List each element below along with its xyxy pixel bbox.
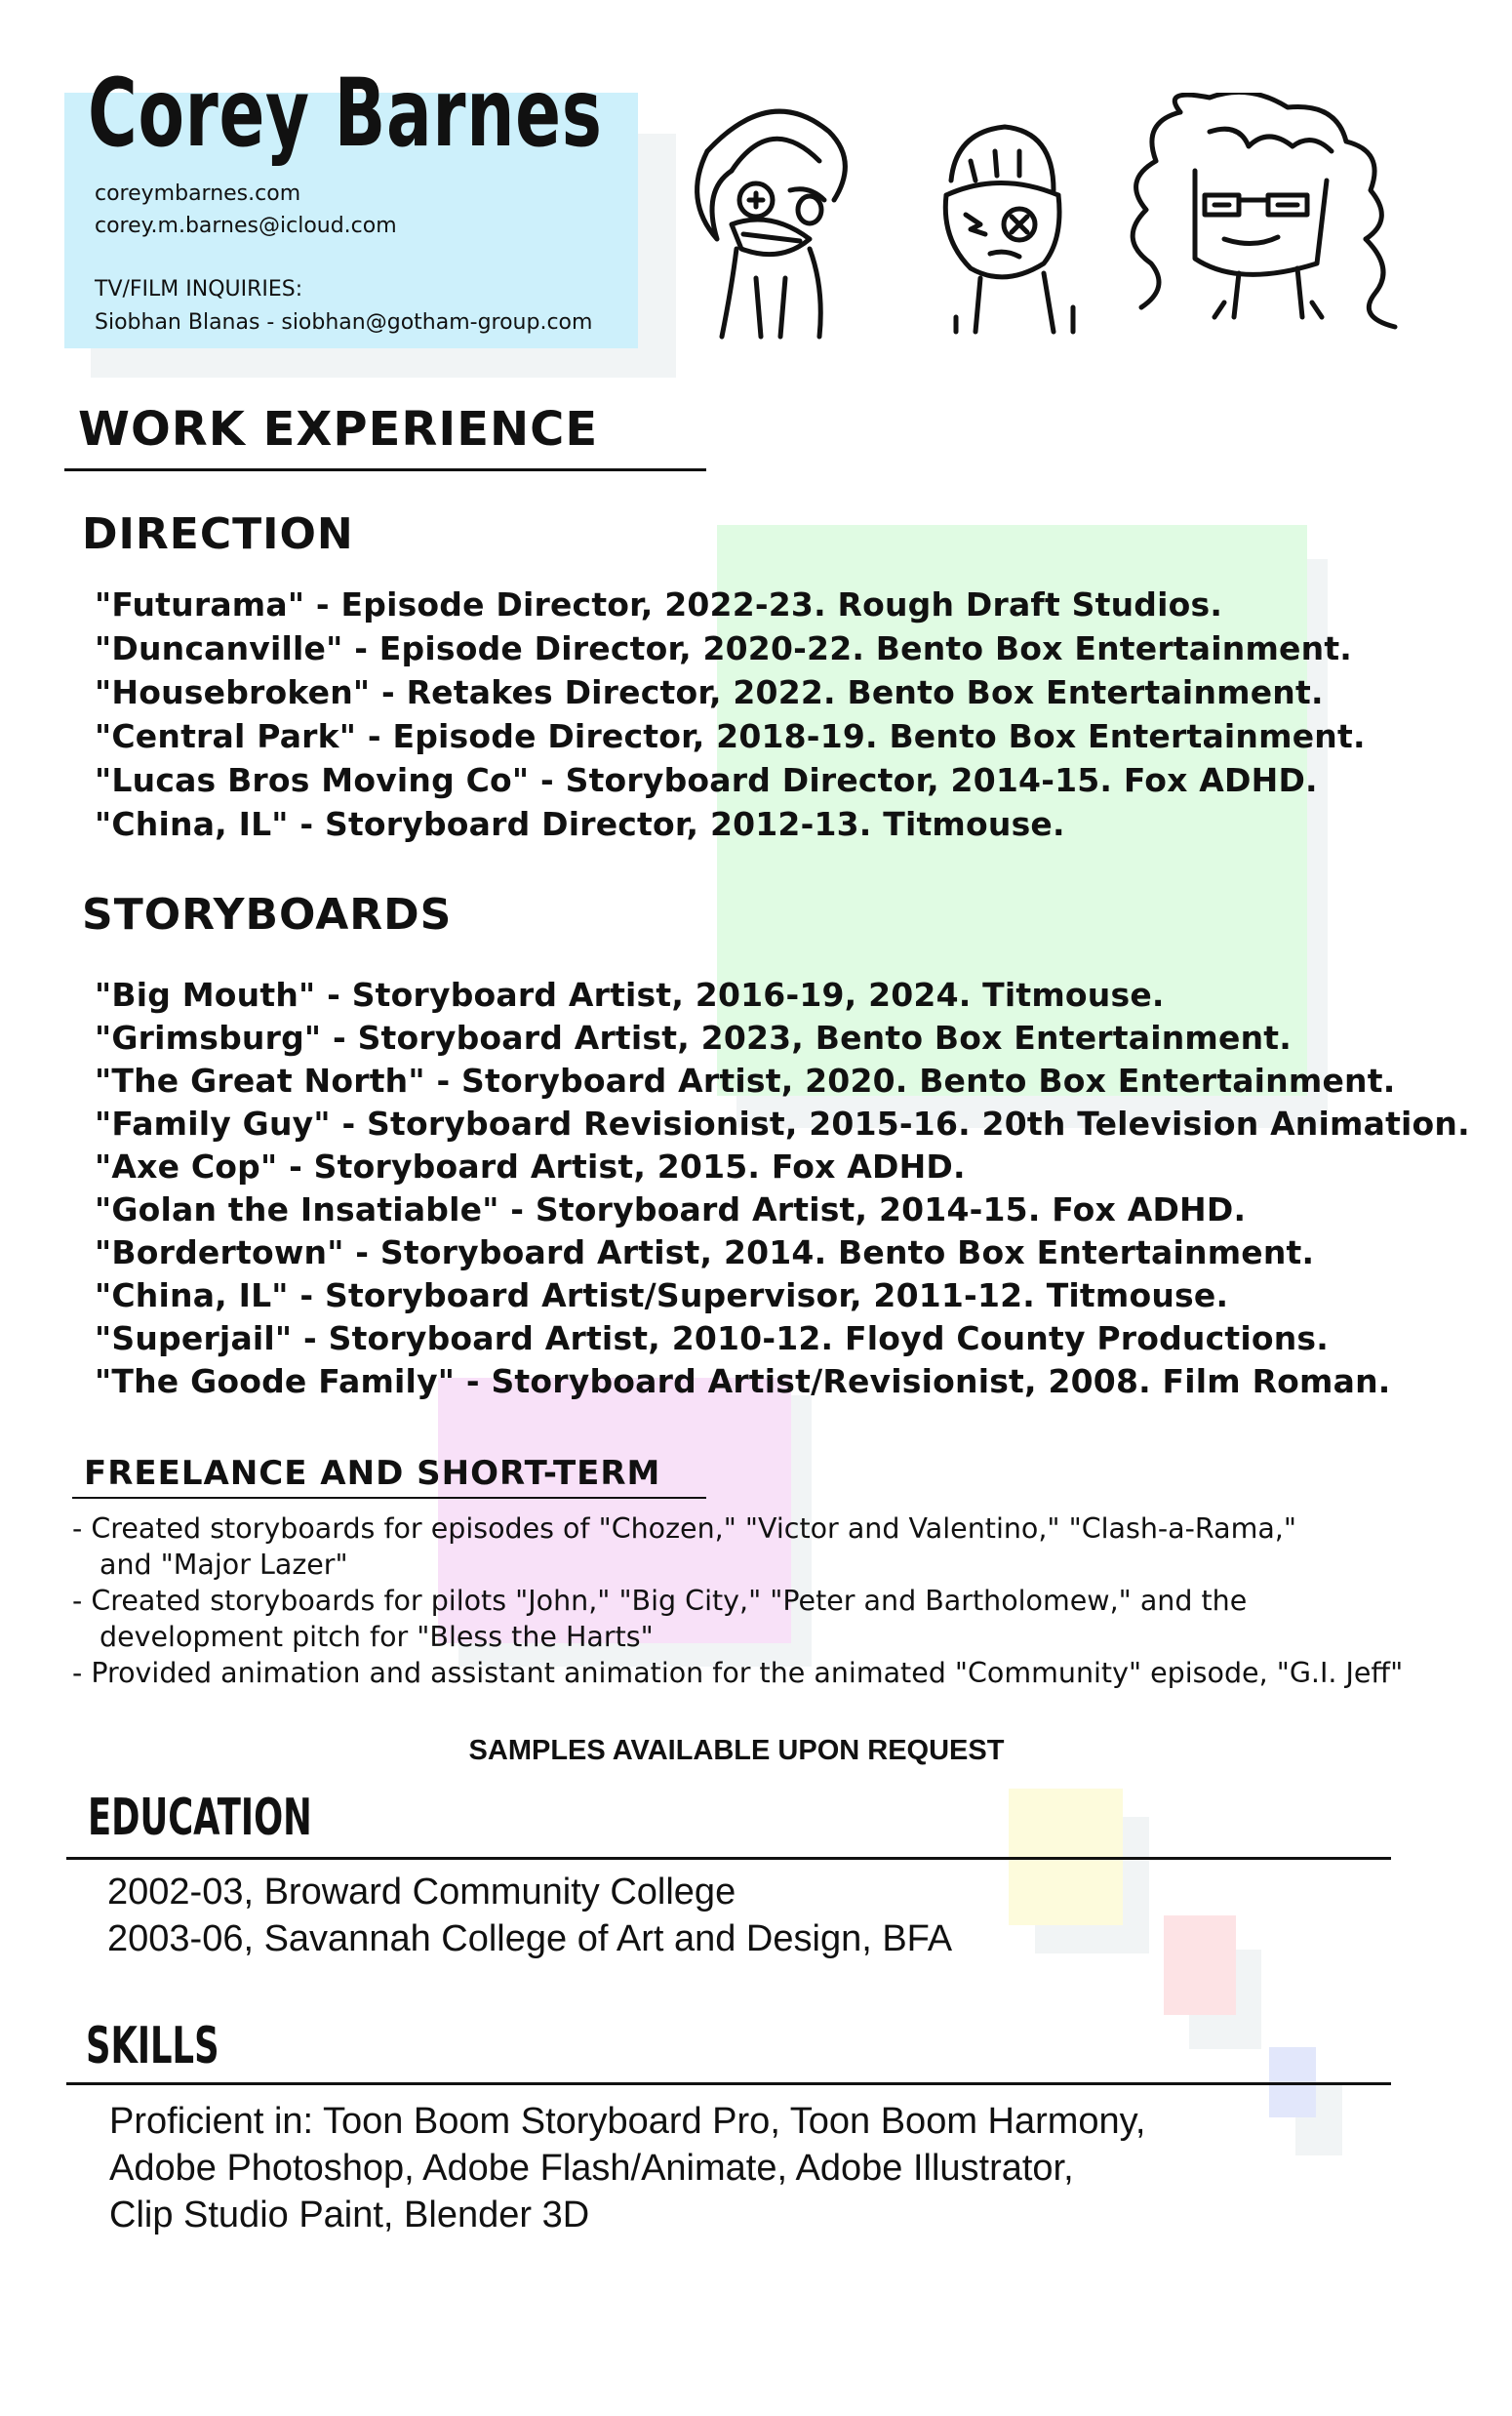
direction-item: "Duncanville" - Episode Director, 2020-22. Bento Box Entertainment. [95,629,1353,667]
freelance-line: development pitch for "Bless the Harts" [99,1621,654,1653]
inquiries-label: TV/FILM INQUIRIES: [95,277,303,302]
storyboard-item: "China, IL" - Storyboard Artist/Supervisor, 2011-12. Titmouse. [95,1276,1229,1314]
storyboard-item: "The Great North" - Storyboard Artist, 2020. Bento Box Entertainment. [95,1062,1396,1100]
freelance-line: - Provided animation and assistant animation for the animated "Community" episode, "G.I. Jeff" [72,1657,1404,1689]
resume-name: Corey Barnes [88,59,603,168]
character-curly-hair-icon [1133,93,1395,327]
email-link[interactable]: corey.m.barnes@icloud.com [95,214,397,238]
skills-rule [66,2082,1391,2085]
education-item: 2002-03, Broward Community College [107,1872,736,1913]
direction-item: "Futurama" - Episode Director, 2022-23. Rough Draft Studios. [95,585,1223,624]
storyboard-item: "Golan the Insatiable" - Storyboard Artist, 2014-15. Fox ADHD. [95,1190,1247,1228]
character-beanie-kid-icon [945,127,1073,332]
work-experience-rule [64,468,706,471]
storyboard-item: "The Goode Family" - Storyboard Artist/Revisionist, 2008. Film Roman. [95,1362,1391,1400]
work-experience-heading: WORK EXPERIENCE [78,402,599,457]
skills-line: Adobe Photoshop, Adobe Flash/Animate, Adobe Illustrator, [109,2148,1074,2189]
website-link[interactable]: coreymbarnes.com [95,181,301,206]
storyboard-item: "Big Mouth" - Storyboard Artist, 2016-19, 2024. Titmouse. [95,976,1165,1014]
education-item: 2003-06, Savannah College of Art and Design, BFA [107,1918,953,1959]
storyboard-item: "Bordertown" - Storyboard Artist, 2014. Bento Box Entertainment. [95,1233,1315,1271]
skills-line: Clip Studio Paint, Blender 3D [109,2195,590,2235]
direction-heading: DIRECTION [82,509,354,559]
direction-item: "China, IL" - Storyboard Director, 2012-13. Titmouse. [95,805,1065,843]
freelance-rule [72,1497,706,1499]
agent-contact[interactable]: Siobhan Blanas - siobhan@gotham-group.com [95,310,593,335]
freelance-line: - Created storyboards for pilots "John," "Big City," "Peter and Bartholomew," and the [72,1585,1248,1617]
storyboards-heading: STORYBOARDS [82,890,453,940]
red-block [1164,1915,1236,2015]
samples-note: SAMPLES AVAILABLE UPON REQUEST [468,1735,1005,1766]
storyboard-item: "Axe Cop" - Storyboard Artist, 2015. Fox ADHD. [95,1148,966,1186]
direction-item: "Housebroken" - Retakes Director, 2022. Bento Box Entertainment. [95,673,1324,711]
freelance-line: - Created storyboards for episodes of "Chozen," "Victor and Valentino," "Clash-a-Rama," [72,1512,1296,1545]
storyboard-item: "Superjail" - Storyboard Artist, 2010-12. Floyd County Productions. [95,1319,1330,1357]
skills-line: Proficient in: Toon Boom Storyboard Pro, Toon Boom Harmony, [109,2101,1146,2142]
education-rule [66,1857,1391,1860]
direction-item: "Lucas Bros Moving Co" - Storyboard Director, 2014-15. Fox ADHD. [95,761,1318,799]
freelance-line: and "Major Lazer" [99,1549,348,1581]
storyboard-item: "Family Guy" - Storyboard Revisionist, 2015-16. 20th Television Animation. [95,1105,1470,1143]
character-illustrations [663,93,1444,346]
education-heading: EDUCATION [88,1789,312,1847]
direction-item: "Central Park" - Episode Director, 2018-19. Bento Box Entertainment. [95,717,1366,755]
character-monkey-icon [697,111,846,337]
storyboard-item: "Grimsburg" - Storyboard Artist, 2023, Bento Box Entertainment. [95,1019,1292,1057]
skills-heading: SKILLS [86,2017,219,2075]
freelance-heading: FREELANCE AND SHORT-TERM [84,1454,661,1493]
